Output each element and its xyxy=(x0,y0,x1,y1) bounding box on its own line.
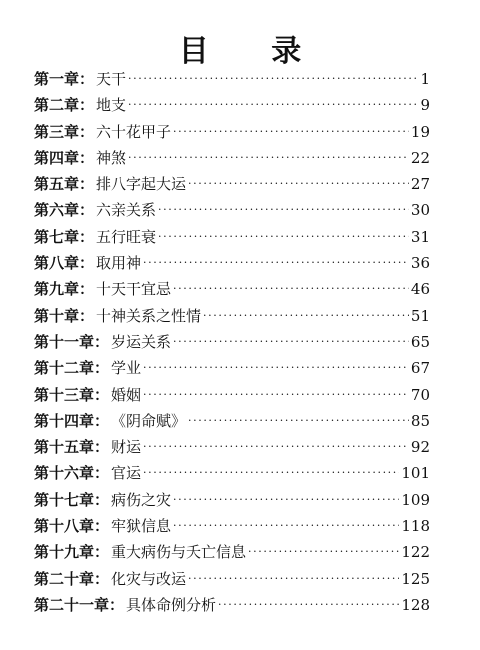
page-number: 1 xyxy=(420,70,430,88)
chapter-title: 重大病伤与夭亡信息 xyxy=(111,543,247,562)
chapter-number: 第九章： xyxy=(34,280,95,299)
chapter-title: 十天干宜忌 xyxy=(96,280,172,299)
page-number: 125 xyxy=(401,569,430,588)
toc-entry xyxy=(34,224,430,250)
chapter-number: 第十八章： xyxy=(34,517,110,536)
chapter-number: 第十五章： xyxy=(34,438,110,457)
toc-entry xyxy=(34,408,430,434)
toc-entry xyxy=(34,382,430,408)
toc-entry xyxy=(34,513,430,539)
toc-entry xyxy=(34,66,430,92)
chapter-title: 天干 xyxy=(96,70,127,88)
chapter-number: 第十章： xyxy=(34,306,95,325)
dot-leader xyxy=(143,250,409,276)
page-number: 118 xyxy=(401,517,430,536)
toc-entry xyxy=(34,119,430,145)
chapter-number: 第四章： xyxy=(34,148,95,167)
dot-leader xyxy=(173,329,409,355)
dot-leader xyxy=(248,539,399,565)
dot-leader xyxy=(128,92,418,118)
chapter-title: 《阴命赋》 xyxy=(111,411,187,430)
chapter-number: 第十二章： xyxy=(34,359,110,378)
page-number: 22 xyxy=(410,148,430,167)
chapter-number: 第十六章： xyxy=(34,464,110,483)
page-number: 122 xyxy=(401,543,430,562)
dot-leader xyxy=(158,197,409,223)
toc-entry xyxy=(34,592,430,618)
toc-entry xyxy=(34,460,430,486)
page-number: 36 xyxy=(410,254,430,273)
toc-entry xyxy=(34,171,430,197)
table-of-contents xyxy=(34,66,430,618)
chapter-title: 财运 xyxy=(111,438,142,457)
page-title: 目 录 xyxy=(178,34,328,69)
chapter-number: 第二章： xyxy=(34,96,95,115)
toc-entry xyxy=(34,355,430,381)
chapter-title: 六亲关系 xyxy=(96,201,157,220)
chapter-title: 婚姻 xyxy=(111,385,142,404)
chapter-title: 六十花甲子 xyxy=(96,122,172,141)
page-number: 30 xyxy=(410,201,430,220)
chapter-number: 第一章： xyxy=(34,70,95,88)
chapter-number: 第十七章： xyxy=(34,490,110,509)
dot-leader xyxy=(218,592,399,618)
dot-leader xyxy=(188,566,399,592)
chapter-title: 取用神 xyxy=(96,254,142,273)
chapter-number: 第二十章： xyxy=(34,569,110,588)
dot-leader xyxy=(173,276,409,302)
page-number: 51 xyxy=(410,306,430,325)
toc-entry xyxy=(34,92,430,118)
toc-entry xyxy=(34,539,430,565)
chapter-title: 排八字起大运 xyxy=(96,175,187,194)
chapter-title: 牢狱信息 xyxy=(111,517,172,536)
page-number: 67 xyxy=(410,359,430,378)
chapter-title: 五行旺衰 xyxy=(96,227,157,246)
dot-leader xyxy=(173,119,409,145)
dot-leader xyxy=(173,487,399,513)
toc-entry xyxy=(34,303,430,329)
page-number: 109 xyxy=(401,490,430,509)
chapter-title: 岁运关系 xyxy=(111,332,172,351)
chapter-number: 第五章： xyxy=(34,175,95,194)
page-number: 9 xyxy=(420,96,430,115)
page-number: 92 xyxy=(410,438,430,457)
chapter-title: 病伤之灾 xyxy=(111,490,172,509)
dot-leader xyxy=(143,355,409,381)
page-number: 128 xyxy=(401,595,430,614)
dot-leader xyxy=(143,382,409,408)
dot-leader xyxy=(173,513,399,539)
chapter-number: 第十三章： xyxy=(34,385,110,404)
chapter-title: 化灾与改运 xyxy=(111,569,187,588)
toc-entry xyxy=(34,250,430,276)
page-number: 27 xyxy=(410,175,430,194)
dot-leader xyxy=(128,145,409,171)
page-number: 85 xyxy=(410,411,430,430)
toc-entry xyxy=(34,145,430,171)
page-number: 101 xyxy=(401,464,430,483)
dot-leader xyxy=(188,408,409,434)
toc-entry xyxy=(34,487,430,513)
toc-entry xyxy=(34,566,430,592)
chapter-number: 第十四章： xyxy=(34,411,110,430)
dot-leader xyxy=(143,460,399,486)
toc-entry xyxy=(34,197,430,223)
chapter-number: 第十九章： xyxy=(34,543,110,562)
chapter-number: 第八章： xyxy=(34,254,95,273)
page-number: 19 xyxy=(410,122,430,141)
toc-entry xyxy=(34,329,430,355)
chapter-number: 第十一章： xyxy=(34,332,110,351)
chapter-title: 学业 xyxy=(111,359,142,378)
chapter-number: 第七章： xyxy=(34,227,95,246)
page-number: 31 xyxy=(410,227,430,246)
chapter-title: 官运 xyxy=(111,464,142,483)
page-number: 70 xyxy=(410,385,430,404)
dot-leader xyxy=(143,434,409,460)
toc-entry xyxy=(34,276,430,302)
chapter-title: 地支 xyxy=(96,96,127,115)
chapter-title: 神煞 xyxy=(96,148,127,167)
dot-leader xyxy=(188,171,409,197)
dot-leader xyxy=(128,66,418,92)
chapter-title: 具体命例分析 xyxy=(126,595,217,614)
dot-leader xyxy=(203,303,409,329)
chapter-number: 第六章： xyxy=(34,201,95,220)
chapter-number: 第三章： xyxy=(34,122,95,141)
chapter-number: 第二十一章： xyxy=(34,595,125,614)
chapter-title: 十神关系之性情 xyxy=(96,306,202,325)
page-number: 65 xyxy=(410,332,430,351)
toc-entry xyxy=(34,434,430,460)
dot-leader xyxy=(158,224,409,250)
page-number: 46 xyxy=(410,280,430,299)
